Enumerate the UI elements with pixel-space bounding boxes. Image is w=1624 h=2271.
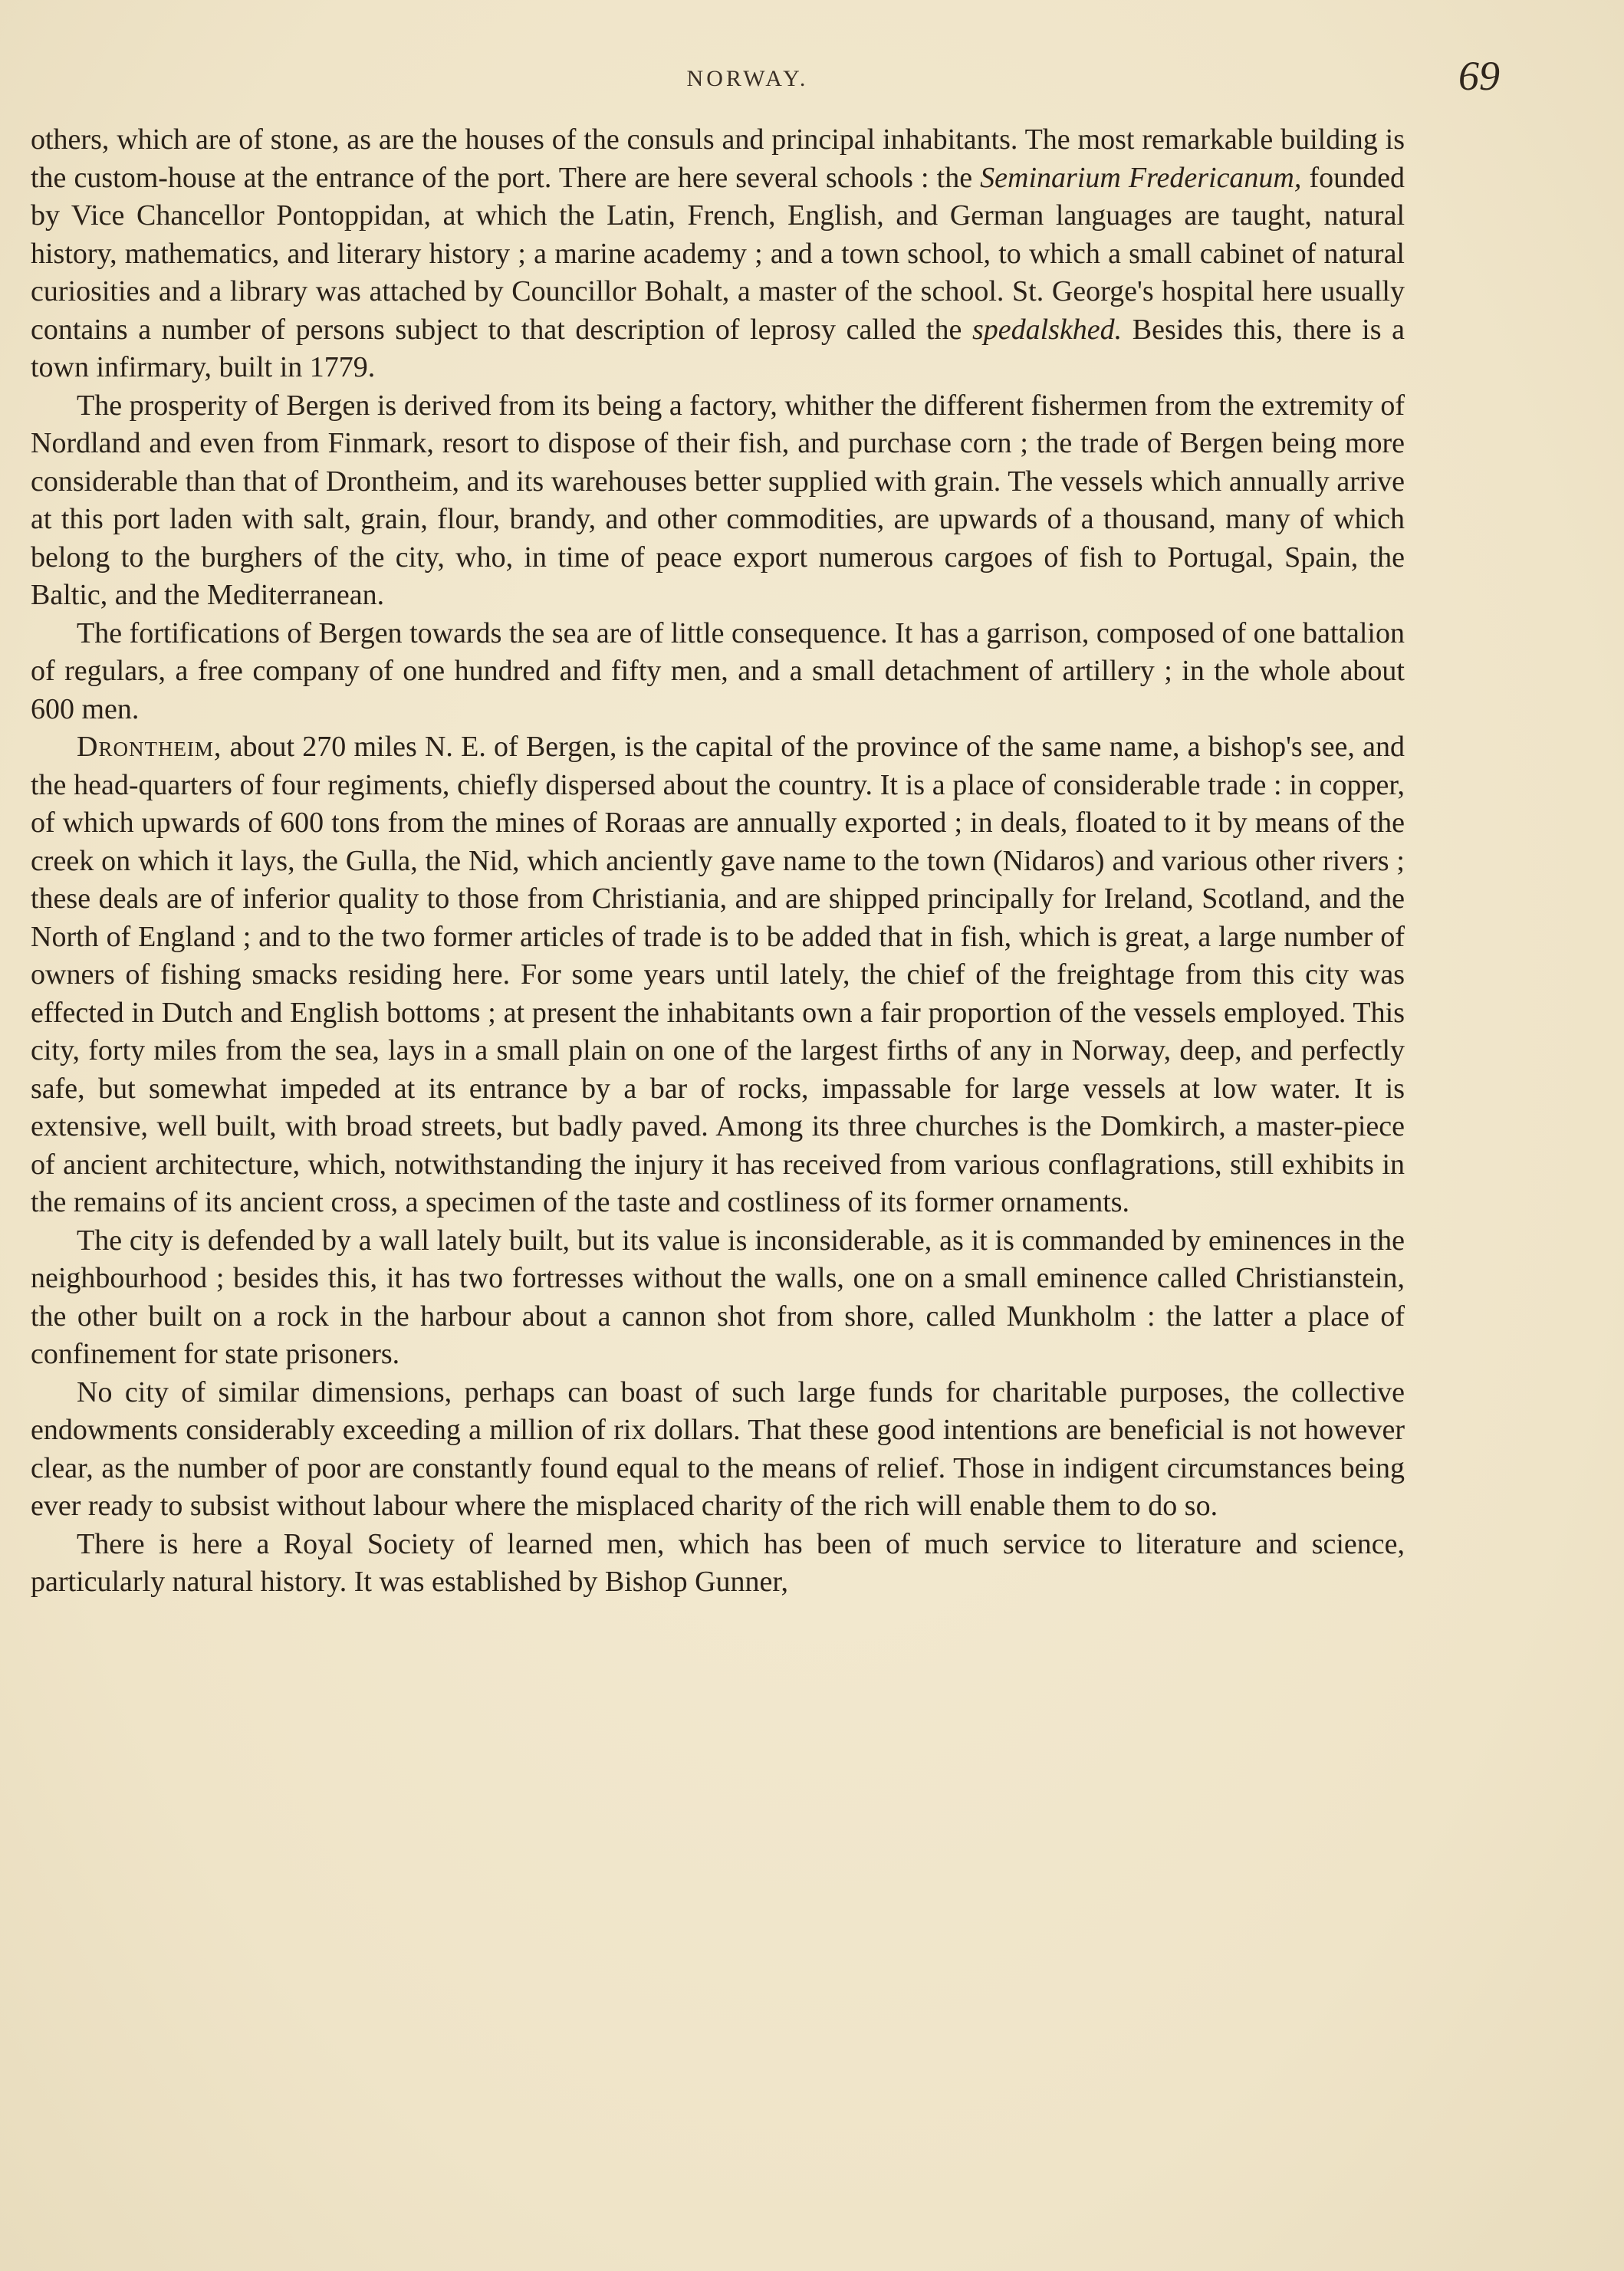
paragraph-text: Besides this, there is a town infirmary, built in 1779. <box>31 313 1405 383</box>
paragraph-text: about 270 miles N. E. of Bergen, is the capital of the province of the same name, a bishop's see, and the head-quarters of four regiments, chiefly dispersed about the country. It is a place of considerable trade : in copper, of which upwards of 600 tons from the mines of Roraas are annually exported ; in deals, floated to it by means of the creek on which it lays, the Gulla, the Nid, which anciently gave name to the town (Nidaros) and various other rivers ; these deals are of inferior quality to those from Christiania, and are shipped principally for Ireland, Scotland, and the North of England ; and to the two former articles of trade is to be added that in fish, which is great, a large number of owners of fishing smacks residing here. For some years until lately, the chief of the freightage from this city was effected in Dutch and English bottoms ; at present the inhabitants own a fair proportion of the vessels employed. This city, forty miles from the sea, lays in a small plain on one of the largest firths of any in Norway, deep, and perfectly safe, but somewhat impeded at its entrance by a bar of rocks, impassable for large vessels at low water. It is extensive, well built, with broad streets, but badly paved. Among its three churches is the Domkirch, a master-piece of ancient architecture, which, notwithstanding the injury it has received from various conflagrations, still exhibits in the remains of its ancient cross, a specimen of the taste and costliness of its former ornaments. <box>31 731 1405 1218</box>
paragraph-drontheim <box>31 728 1405 1222</box>
latin-institution-name: Seminarium Fredericanum, <box>980 161 1302 194</box>
paragraph-bergen-trade: The prosperity of Bergen is derived from its being a factory, whither the different fishermen from the extremity of Nordland and even from Finmark, resort to dispose of their fish, and purchase corn ; the trade of Bergen being more considerable than that of Drontheim, and its warehouses better supplied with grain. The vessels which annually arrive at this port laden with salt, grain, flour, brandy, and other commodities, are upwards of a thousand, many of which belong to the burghers of the city, who, in time of peace export numerous cargoes of fish to Portugal, Spain, the Baltic, and the Mediterranean. <box>31 389 1405 611</box>
paragraph-drontheim-defence: The city is defended by a wall lately built, but its value is inconsiderable, as it is commanded by eminences in the neighbourhood ; besides this, it has two fortresses without the walls, one on a small eminence called Christianstein, the other built on a rock in the harbour about a cannon shot from shore, called Munkholm : the latter a place of confinement for state prisoners. <box>31 1224 1405 1370</box>
place-name-heading: Drontheim, <box>77 731 222 763</box>
body-text <box>31 121 1405 1602</box>
running-head: NORWAY. <box>686 66 809 91</box>
paragraph-bergen-fortifications: The fortifications of Bergen towards the sea are of little consequence. It has a garrison, composed of one battalion of regulars, a free company of one hundred and fifty men, and a small detachment of artillery ; in the whole about 600 men. <box>31 616 1405 725</box>
paragraph-charity: No city of similar dimensions, perhaps can boast of such large funds for charitable purposes, the collective endowments considerably exceeding a million of rix dollars. That these good intentions are beneficial is not however clear, as the number of poor are constantly found equal to the means of relief. Those in indigent circumstances being ever ready to subsist without labour where the misplaced charity of the rich will enable them to do so. <box>31 1375 1405 1522</box>
disease-term: spedalskhed. <box>971 313 1123 346</box>
paragraph-royal-society: There is here a Royal Society of learned men, which has been of much service to literature and science, particularly natural history. It was established by Bishop Gunner, <box>31 1527 1405 1598</box>
paragraph-text: founded by Vice Chancellor Pontoppidan, at which the Latin, French, English, and German languages are taught, natural history, mathematics, and literary history ; a marine academy ; and a town school, to which a small cabinet of natural curiosities and a library was attached by Councillor Bohalt, a master of the school. St. George's hospital here usually contains a number of persons subject to that description of leprosy called the <box>31 161 1405 346</box>
page-number: 69 <box>1458 53 1500 99</box>
paragraph-bergen-buildings <box>31 121 1405 387</box>
paragraph-text: others, which are of stone, as are the houses of the consuls and principal inhabitants. The most remarkable building is the custom-house at the entrance of the port. There are here several schools : the <box>31 123 1405 194</box>
